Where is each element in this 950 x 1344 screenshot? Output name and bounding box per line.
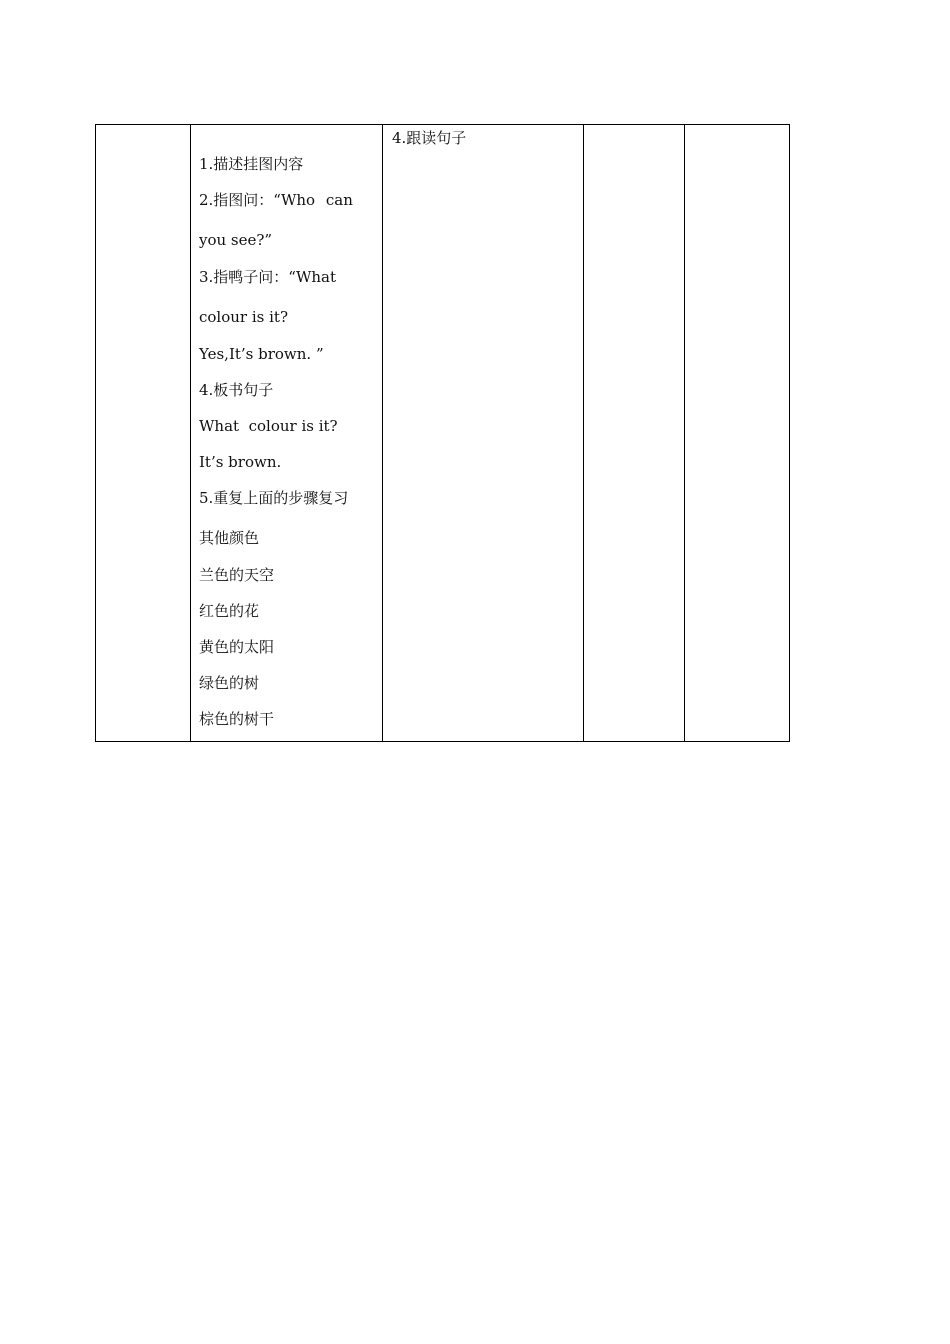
step-line: 兰色的天空 (199, 566, 275, 584)
step-line: 4.板书句子 (199, 381, 274, 399)
step-line: 棕色的树干 (199, 710, 275, 728)
step-line: What colour is it? (199, 417, 338, 435)
empty-cell (685, 125, 790, 742)
step-line: 5.重复上面的步骤复习 (199, 489, 349, 507)
stage-cell (96, 125, 191, 742)
step-line: 其他颜色 (199, 529, 260, 547)
teacher-steps (191, 125, 382, 737)
step-line: colour is it? (199, 308, 288, 326)
step-line: 1.描述挂图内容 (199, 155, 304, 173)
teacher-activity-cell (191, 125, 383, 742)
lesson-plan-table (95, 124, 790, 742)
step-line: 红色的花 (199, 602, 260, 620)
step-line: 3.指鸭子问：“What (199, 268, 337, 286)
step-line: 黄色的太阳 (199, 638, 275, 656)
step-line: It’s brown. (199, 453, 282, 471)
step-line: you see?” (199, 231, 273, 249)
empty-cell (584, 125, 685, 742)
table-row (96, 125, 790, 742)
student-activity-cell (383, 125, 584, 742)
student-step: 4.跟读句子 (392, 129, 467, 147)
step-line: 2.指图问：“Who can (199, 191, 353, 209)
step-line: 绿色的树 (199, 674, 260, 692)
step-line: Yes,It’s brown. ” (199, 345, 324, 363)
